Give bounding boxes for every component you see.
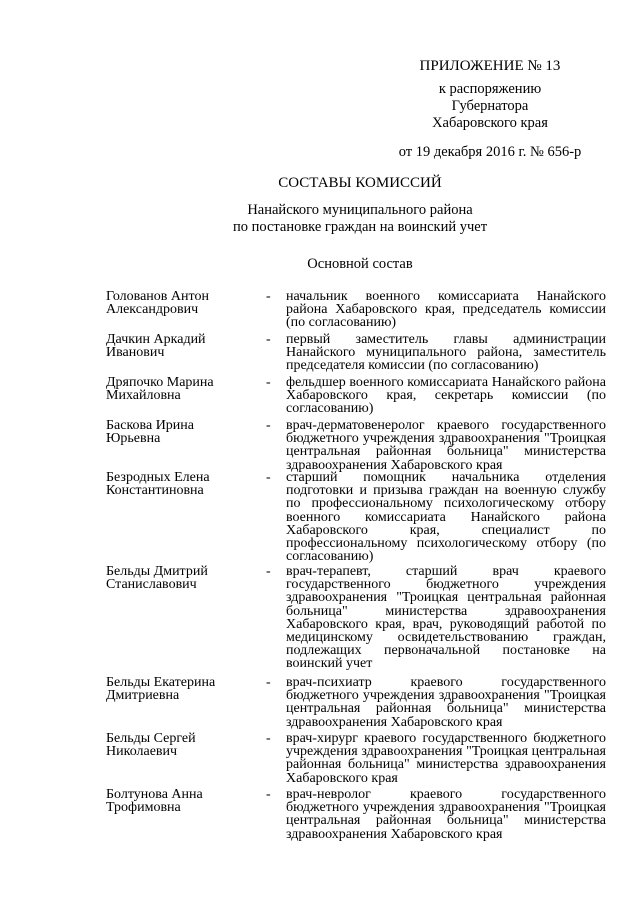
member-row xyxy=(106,290,606,333)
member-name xyxy=(106,376,266,402)
member-patronymic: Константиновна xyxy=(106,483,204,499)
member-surname-given: Болтунова Анна xyxy=(106,787,203,802)
member-patronymic: Трофимовна xyxy=(106,800,181,816)
member-role: старший помощник начальника отделения подготовки и призыва граждан на военную службу по профессиональному психологическому отбору военного комиссариата Нанайского района Хабаровского края, специалист по профессиональному психологическому отбору (по согласованию) xyxy=(286,470,606,565)
member-role: фельдшер военного комиссариата Нанайского района Хабаровского края, секретарь комиссии (по согласованию) xyxy=(286,375,606,417)
member-role: врач-психиатр краевого государственного бюджетного учреждения здравоохранения "Троицкая центральная районная больница" министерства здравоохранения Хабаровского края xyxy=(286,675,606,730)
member-role: врач-терапевт, старший врач краевого государственного бюджетного учреждения здравоохранения "Троицкая центральная районная больница" министерства здравоохранения Хабаровского края, врач, руководящий работой по медицинскому освидетельствованию граждан, подлежащих первоначальной постановке на воинский учет xyxy=(286,564,606,672)
member-surname-given: Бельды Дмитрий xyxy=(106,564,208,579)
member-name xyxy=(106,565,266,591)
member-surname-given: Бельды Сергей xyxy=(106,731,196,746)
appendix-line-2: Губернатора xyxy=(451,98,529,114)
appendix-block xyxy=(380,58,600,161)
appendix-date: от 19 декабря 2016 г. № 656-р xyxy=(398,144,582,160)
heading-line-1: Нанайского муниципального района xyxy=(247,202,473,218)
member-dash: - xyxy=(266,675,271,690)
member-name xyxy=(106,788,266,814)
member-role: начальник военного комиссариата Нанайского района Хабаровского края, председатель комиссии (по согласованию) xyxy=(286,289,606,331)
member-role: врач-невролог краевого государственного бюджетного учреждения здравоохранения "Троицкая центральная районная больница" министерства здравоохранения Хабаровского края xyxy=(286,787,606,842)
member-patronymic: Александрович xyxy=(106,302,199,318)
member-surname-given: Бельды Екатерина xyxy=(106,675,216,690)
member-row xyxy=(106,419,606,471)
member-row xyxy=(106,471,606,565)
member-name xyxy=(106,290,266,316)
appendix-line-1: к распоряжению xyxy=(438,81,542,97)
member-name xyxy=(106,419,266,445)
member-patronymic: Михайловна xyxy=(106,388,181,404)
member-dash: - xyxy=(266,418,271,433)
appendix-line-3: Хабаровского края xyxy=(432,115,548,131)
member-dash: - xyxy=(266,470,271,485)
member-dash: - xyxy=(266,731,271,746)
section-title: Основной состав xyxy=(307,256,413,272)
member-row xyxy=(106,565,606,676)
member-patronymic: Станиславович xyxy=(106,577,197,593)
member-dash: - xyxy=(266,289,271,304)
heading-title: СОСТАВЫ КОМИССИЙ xyxy=(278,175,442,191)
member-row xyxy=(106,788,606,844)
heading-line-2: по постановке граждан на воинский учет xyxy=(232,219,488,235)
member-surname-given: Безродных Елена xyxy=(106,470,210,485)
member-dash: - xyxy=(266,375,271,390)
member-patronymic: Николаевич xyxy=(106,744,178,760)
member-role: первый заместитель главы администрации Нанайского муниципального района, заместитель председателя комиссии (по согласованию) xyxy=(286,332,606,374)
member-surname-given: Голованов Антон xyxy=(106,289,209,304)
member-surname-given: Дачкин Аркадий xyxy=(106,332,206,347)
appendix-title: ПРИЛОЖЕНИЕ № 13 xyxy=(419,58,561,74)
member-dash: - xyxy=(266,787,271,802)
member-patronymic: Дмитриевна xyxy=(106,688,180,704)
member-patronymic: Иванович xyxy=(106,345,165,361)
member-row xyxy=(106,732,606,788)
member-name xyxy=(106,333,266,359)
member-name xyxy=(106,732,266,758)
member-surname-given: Дряпочко Марина xyxy=(106,375,214,390)
member-dash: - xyxy=(266,332,271,347)
member-dash: - xyxy=(266,564,271,579)
member-role: врач-хирург краевого государственного бюджетного учреждения здравоохранения "Троицкая центральная районная больница" министерства здравоохранения Хабаровского края xyxy=(286,731,606,786)
member-name xyxy=(106,471,266,497)
member-role: врач-дерматовенеролог краевого государственного бюджетного учреждения здравоохранения "Троицкая центральная районная больница" министерства здравоохранения Хабаровского края xyxy=(286,418,606,473)
member-name xyxy=(106,676,266,702)
document-heading xyxy=(0,175,640,236)
member-surname-given: Баскова Ирина xyxy=(106,418,195,433)
members-list xyxy=(106,290,606,844)
member-patronymic: Юрьевна xyxy=(106,431,161,447)
member-row xyxy=(106,333,606,376)
member-row xyxy=(106,676,606,732)
member-row xyxy=(106,376,606,419)
